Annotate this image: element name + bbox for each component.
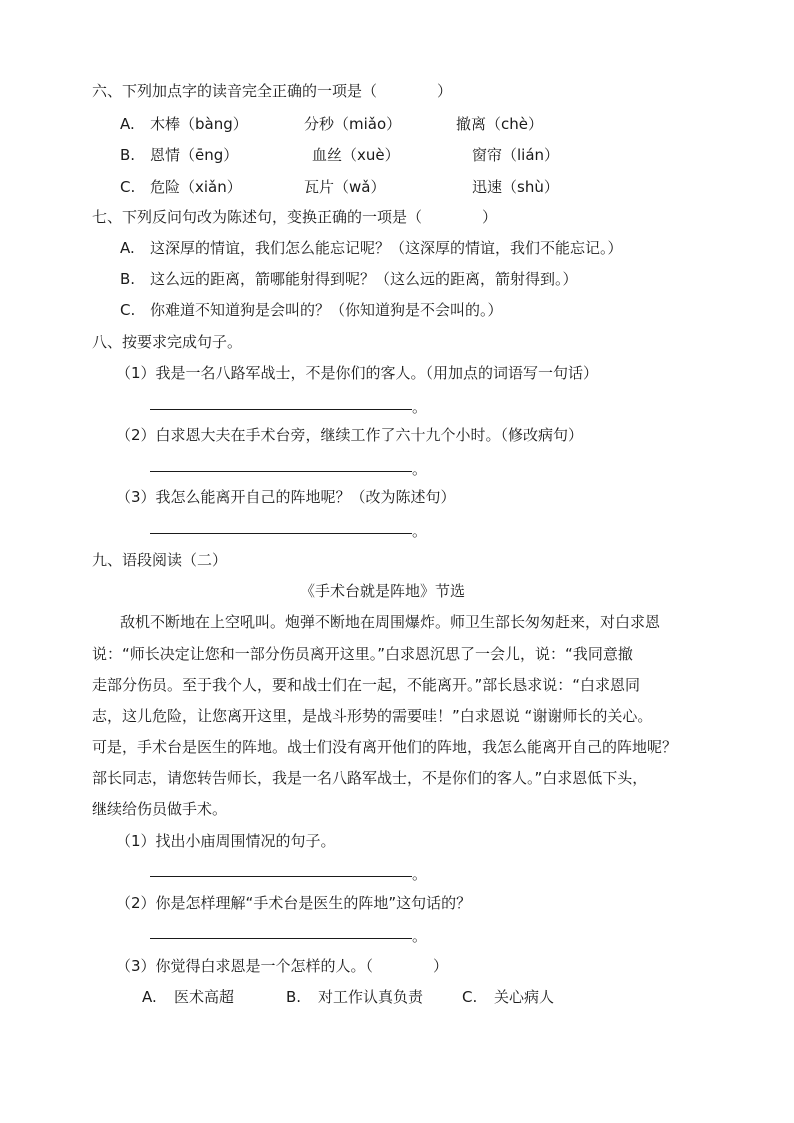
q7-option-b-letter: B. xyxy=(120,270,136,288)
q6-option-a-item-2: 分秒（miǎo） xyxy=(304,115,402,133)
q8-period-3: 。 xyxy=(412,522,428,540)
q6-option-b-item-3: 窗帘（lián） xyxy=(472,146,560,164)
q8-item-2: （2）白求恩大夫在手术台旁，继续工作了六十九个小时。（修改病句） xyxy=(116,426,584,444)
passage-line-2: 说：“师长决定让您和一部分伤员离开这里。”白求恩沉思了一会儿，说：“我同意撤 xyxy=(92,645,633,663)
q8-answer-line-2[interactable] xyxy=(150,471,412,472)
q7-option-c-text: 你难道不知道狗是会叫的？（你知道狗是不会叫的。） xyxy=(150,301,503,319)
q9-question-2: （2）你是怎样理解“手术台是医生的阵地”这句话的？ xyxy=(116,894,472,912)
q6-title: 六、下列加点字的读音完全正确的一项是（ ） xyxy=(92,82,453,100)
q7-option-b-text: 这么远的距离，箭哪能射得到呢？（这么远的距离，箭射得到。） xyxy=(150,270,578,288)
q6-option-c-item-3: 迅速（shù） xyxy=(472,178,559,196)
q7-option-a-letter: A. xyxy=(120,239,135,257)
passage-line-7: 继续给伤员做手术。 xyxy=(92,800,228,818)
q8-item-1: （1）我是一名八路军战士，不是你们的客人。（用加点的词语写一句话） xyxy=(116,364,599,382)
passage-line-6: 部长同志，请您转告师长，我是一名八路军战士，不是你们的客人。”白求恩低下头， xyxy=(92,769,648,787)
q9-choice-b-text: 对工作认真负责 xyxy=(318,988,424,1006)
q6-option-c-item-1: 危险（xiǎn） xyxy=(150,178,242,196)
q6-option-b-item-1: 恩情（ēng） xyxy=(150,146,239,164)
q9-period-2: 。 xyxy=(412,927,428,945)
q6-option-c-letter: C. xyxy=(120,178,136,196)
passage-line-4: 志，这儿危险，让您离开这里，是战斗形势的需要哇！”白求恩说 “谢谢师长的关心。 xyxy=(92,707,653,725)
q6-option-b-letter: B. xyxy=(120,146,136,164)
passage-title: 《手术台就是阵地》节选 xyxy=(300,582,466,600)
q9-period-1: 。 xyxy=(412,865,428,883)
q8-item-3: （3）我怎么能离开自己的阵地呢？（改为陈述句） xyxy=(116,488,456,506)
q9-choice-a-text: 医术高超 xyxy=(174,988,235,1006)
q9-answer-line-1[interactable] xyxy=(150,876,412,877)
q8-answer-line-3[interactable] xyxy=(150,533,412,534)
q6-option-a-item-1: 木棒（bàng） xyxy=(150,115,248,133)
q7-option-a-text: 这深厚的情谊，我们怎么能忘记呢？（这深厚的情谊，我们不能忘记。） xyxy=(150,239,623,257)
q6-option-c-item-2: 瓦片（wǎ） xyxy=(304,178,386,196)
q9-question-3: （3）你觉得白求恩是一个怎样的人。（ ） xyxy=(116,957,449,975)
q6-option-a-item-3: 撤离（chè） xyxy=(456,115,543,133)
q8-answer-line-1[interactable] xyxy=(150,409,412,410)
q7-option-c-letter: C. xyxy=(120,301,136,319)
q9-choice-c-letter: C. xyxy=(462,988,478,1006)
q6-option-a-letter: A. xyxy=(120,115,135,133)
q8-title: 八、按要求完成句子。 xyxy=(92,333,243,351)
passage-line-1: 敌机不断地在上空吼叫。炮弹不断地在周围爆炸。师卫生部长匆匆赶来，对白求恩 xyxy=(120,613,661,631)
q6-option-b-item-2: 血丝（xuè） xyxy=(312,146,400,164)
q8-period-2: 。 xyxy=(412,460,428,478)
passage-line-5: 可是，手术台是医生的阵地。战士们没有离开他们的阵地，我怎么能离开自己的阵地呢？ xyxy=(92,738,678,756)
q8-period-1: 。 xyxy=(412,398,428,416)
q7-title: 七、下列反问句改为陈述句，变换正确的一项是（ ） xyxy=(92,208,498,226)
q9-answer-line-2[interactable] xyxy=(150,938,412,939)
passage-line-3: 走部分伤员。至于我个人，要和战士们在一起，不能离开。”部长恳求说：“白求恩同 xyxy=(92,676,641,694)
q9-choice-a-letter: A. xyxy=(142,988,157,1006)
q9-question-1: （1）找出小庙周围情况的句子。 xyxy=(116,832,336,850)
q9-title: 九、语段阅读（二） xyxy=(92,551,228,569)
q9-choice-c-text: 关心病人 xyxy=(494,988,555,1006)
q9-choice-b-letter: B. xyxy=(286,988,302,1006)
